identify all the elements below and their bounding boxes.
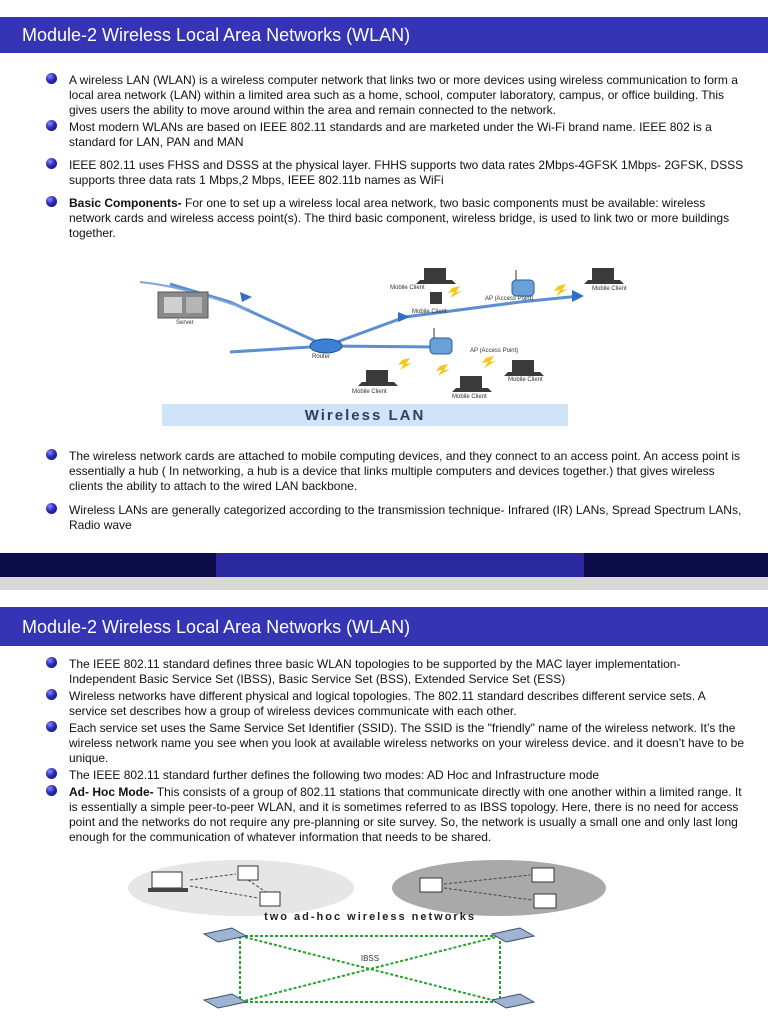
bullet-item: [46, 721, 746, 768]
bullet-item: [46, 768, 746, 785]
bullet-dot-icon: [46, 721, 57, 732]
ibss-label: IBSS: [360, 954, 380, 963]
bullet-bold-lead: Basic Components-: [69, 196, 182, 210]
bullet-text: For one to set up a wireless local area network, two basic components must be available: wireless network cards and wireless access point(s). The third basic component, wireless bridge, is used to link two or more buildings together.: [69, 196, 730, 240]
bullet-dot-icon: [46, 158, 57, 169]
laptop-icon: [148, 872, 188, 892]
laptop-icon: [504, 360, 544, 376]
slide-2-title: Module-2 Wireless Local Area Networks (WLAN): [22, 617, 411, 637]
bullet-dot-icon: [46, 503, 57, 514]
laptop-icon: [492, 928, 534, 942]
bullet-dot-icon: [46, 449, 57, 460]
bullet-item: [46, 158, 746, 196]
slide-2-bullet-list: [46, 657, 746, 847]
bullet-item: [46, 120, 746, 158]
slide-1-bullet-list-lower: [46, 449, 746, 535]
mobile-client-label: Mobile Client: [508, 377, 543, 383]
bullet-item: [46, 657, 746, 689]
slide-1-title: Module-2 Wireless Local Area Networks (WLAN): [22, 25, 411, 45]
mobile-client-label: Mobile Client: [452, 394, 487, 400]
bullet-text: A wireless LAN (WLAN) is a wireless computer network that links two or more devices using wireless communication to form a local area network (LAN) within a limited area such as a home, school, computer laboratory, campus, or office building. This gives users the ability to move around within the area and remain connected to the network.: [69, 73, 738, 117]
slide-1-title-bar: [0, 17, 768, 53]
router-label: Router: [312, 354, 331, 360]
wireless-lan-diagram: [140, 262, 660, 430]
bullet-text: Most modern WLANs are based on IEEE 802.11 standards and are marketed under the Wi-Fi brand name. IEEE 802 is a standard for LAN, PAN and MAN: [69, 120, 712, 149]
pda-icon: [260, 892, 280, 906]
adhoc-caption: two ad-hoc wireless networks: [264, 911, 476, 923]
bullet-text: Each service set uses the Same Service Set Identifier (SSID). The SSID is the "friendly" name of the wireless network. It’s the wireless network name you see when you look at available wireless networks on your wireless device. and it doesn’t have to be unique.: [69, 721, 745, 765]
bullet-text: The wireless network cards are attached to mobile computing devices, and they connect to an access point. An access point is essentially a hub ( In networking, a hub is a device that links multiple computers and devices together.) that gives wireless clients the ability to attach to the wired LAN backbone.: [69, 449, 741, 493]
server-icon: [158, 292, 208, 318]
bullet-dot-icon: [46, 785, 57, 796]
mobile-client-label: Mobile Client: [390, 285, 425, 291]
mobile-client-label: Mobile Client: [412, 309, 447, 315]
bullet-text: This consists of a group of 802.11 stations that communicate directly with one another within a limited range. It is essentially a simple peer-to-peer WLAN, and it is sometimes referred to as IBSS topology. Here, there is no need for access point and the networks do not require any pre-planning or site survey. So, the network is usually a small one and only last long enough for the communication of whatever information that needs to be shared.: [69, 785, 742, 844]
bullet-dot-icon: [46, 196, 57, 207]
bullet-item: [46, 785, 746, 847]
laptop-icon: [452, 376, 492, 392]
bullet-item: [46, 503, 746, 535]
access-point-icon: [512, 270, 534, 296]
adhoc-network-diagram: [120, 860, 620, 1024]
server-label: Server: [176, 320, 194, 326]
laptop-icon: [430, 292, 442, 304]
bullet-dot-icon: [46, 120, 57, 131]
bullet-dot-icon: [46, 768, 57, 779]
router-icon: [310, 339, 342, 353]
bullet-text: Wireless networks have different physical and logical topologies. The 802.11 standard describes different service sets. A service set describes how a group of wireless devices communicate with each other.: [69, 689, 706, 718]
pda-icon: [420, 878, 442, 892]
slide-2-title-bar: [0, 607, 768, 646]
slide-1-bullet-list: [46, 73, 746, 246]
bullet-text: Wireless LANs are generally categorized according to the transmission technique- Infrared (IR) LANs, Spread Spectrum LANs, Radio wave: [69, 503, 742, 532]
bullet-dot-icon: [46, 657, 57, 668]
slide-separator: [0, 577, 768, 590]
bullet-item: [46, 196, 746, 246]
mobile-client-label: Mobile Client: [592, 286, 627, 292]
pda-icon: [238, 866, 258, 880]
ibss-links: [240, 936, 500, 1002]
bullet-text: IEEE 802.11 uses FHSS and DSSS at the physical layer. FHHS supports two data rates 2Mbps-4GFSK 1Mbps- 2GFSK, DSSS supports three data rats 1 Mbps,2 Mbps, IEEE 802.11b names as WiFi: [69, 158, 744, 187]
bullet-dot-icon: [46, 73, 57, 84]
bullet-item: [46, 689, 746, 721]
bullet-item: [46, 449, 746, 503]
pda-icon: [532, 868, 554, 882]
laptop-icon: [204, 928, 246, 942]
mobile-client-label: Mobile Client: [352, 389, 387, 395]
laptop-icon: [584, 268, 624, 284]
pda-icon: [534, 894, 556, 908]
laptop-icon: [492, 994, 534, 1008]
laptop-icon: [358, 370, 398, 386]
bullet-item: [46, 73, 746, 120]
wireless-signal-icon: [398, 284, 568, 376]
bullet-text: The IEEE 802.11 standard further defines the following two modes: AD Hoc and Infrastructure mode: [69, 768, 600, 782]
slide-1-footer-band: [0, 553, 768, 577]
slide-2: [0, 590, 768, 1024]
access-point-icon: [430, 328, 452, 354]
laptop-icon: [416, 268, 456, 284]
bullet-text: The IEEE 802.11 standard defines three basic WLAN topologies to be supported by the MAC layer implementation-Independent Basic Service Set (IBSS), Basic Service Set (BSS), Extended Service Set (ESS): [69, 657, 681, 686]
ap-label: AP (Access Point): [470, 348, 519, 354]
wireless-lan-banner-text: Wireless LAN: [304, 407, 426, 424]
ap-label: AP (Access Point): [485, 296, 534, 302]
bullet-dot-icon: [46, 689, 57, 700]
bullet-bold-lead: Ad- Hoc Mode-: [69, 785, 154, 799]
